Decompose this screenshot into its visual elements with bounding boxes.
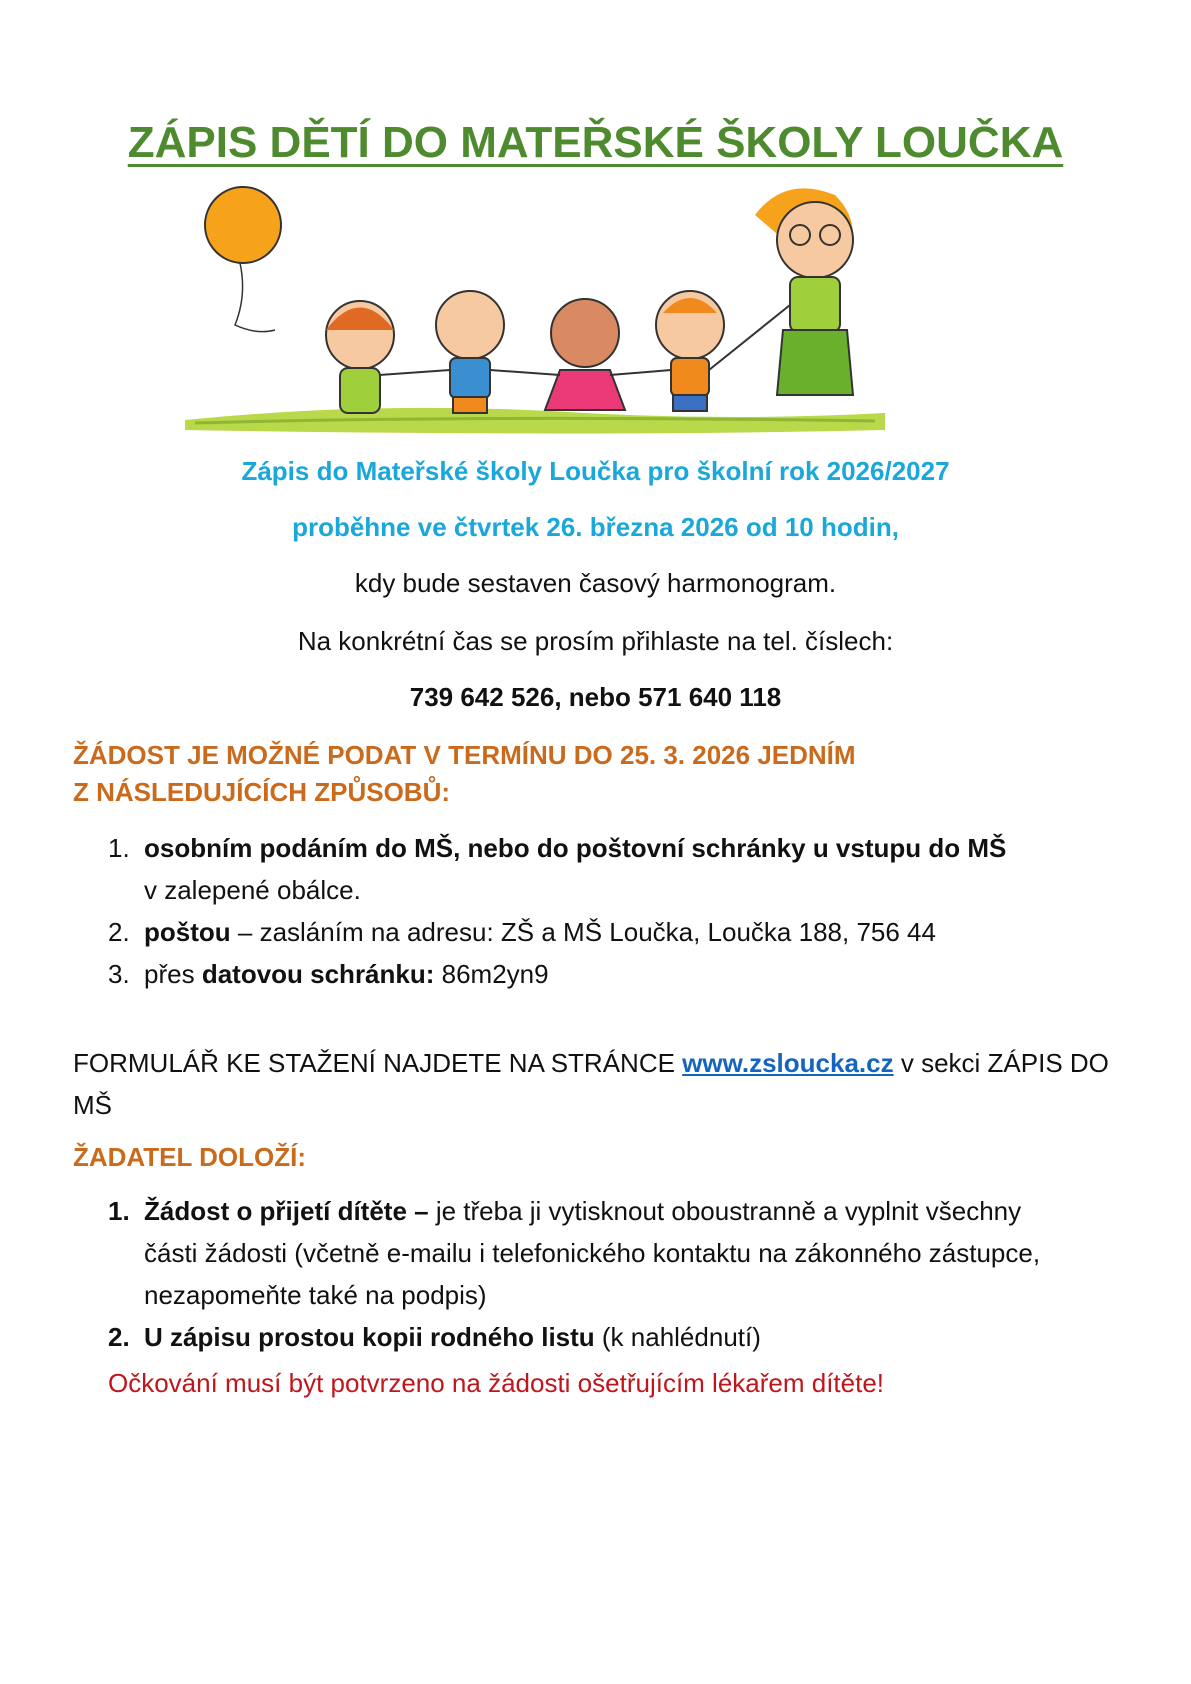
applicant-documents-list	[108, 1190, 1058, 1358]
page-title: ZÁPIS DĚTÍ DO MATEŘSKÉ ŠKOLY LOUČKA	[127, 118, 1064, 167]
request-heading-2: Z NÁSLEDUJÍCÍCH ZPŮSOBŮ:	[73, 777, 451, 807]
children-teacher-illustration	[185, 185, 885, 445]
request-heading-1: ŽÁDOST JE MOŽNÉ PODAT V TERMÍNU DO 25. 3. 2026 JEDNÍM	[73, 740, 856, 770]
intro-line-2: proběhne ve čtvrtek 26. března 2026 od 10 hodin,	[292, 512, 899, 542]
intro-line-4: Na konkrétní čas se prosím přihlaste na tel. číslech:	[297, 626, 894, 656]
list-item: 1. Žádost o přijetí dítěte – je třeba ji vytisknout oboustranně a vyplnit všechny části žádosti (včetně e-mailu i telefonického kontaktu na zákonného zástupce, nezapomeňte také na podpis)	[108, 1196, 1041, 1310]
list-item: 2. U zápisu prostou kopii rodného listu (k nahlédnutí)	[108, 1322, 761, 1352]
list-item: 3. přes datovou schránku: 86m2yn9	[108, 959, 549, 989]
phone-numbers: 739 642 526, nebo 571 640 118	[409, 682, 782, 712]
list-item: 1. osobním podáním do MŠ, nebo do poštovní schránky u vstupu do MŠ	[108, 833, 1007, 863]
intro-line-1: Zápis do Mateřské školy Loučka pro školní rok 2026/2027	[241, 456, 950, 486]
list-item-continuation: v zalepené obálce.	[144, 875, 361, 905]
request-methods-list	[108, 827, 1006, 995]
form-download-info: FORMULÁŘ KE STAŽENÍ NAJDETE NA STRÁNCE www.zsloucka.cz v sekci ZÁPIS DO MŠ	[73, 1048, 1109, 1120]
list-item: 2. poštou – zasláním na adresu: ZŠ a MŠ Loučka, Loučka 188, 756 44	[108, 917, 936, 947]
website-link[interactable]: www.zsloucka.cz	[682, 1048, 894, 1078]
vaccination-warning: Očkování musí být potvrzeno na žádosti ošetřujícím lékařem dítěte!	[108, 1368, 885, 1398]
intro-line-3: kdy bude sestaven časový harmonogram.	[354, 568, 837, 598]
applicant-heading: ŽADATEL DOLOŽÍ:	[73, 1142, 307, 1172]
